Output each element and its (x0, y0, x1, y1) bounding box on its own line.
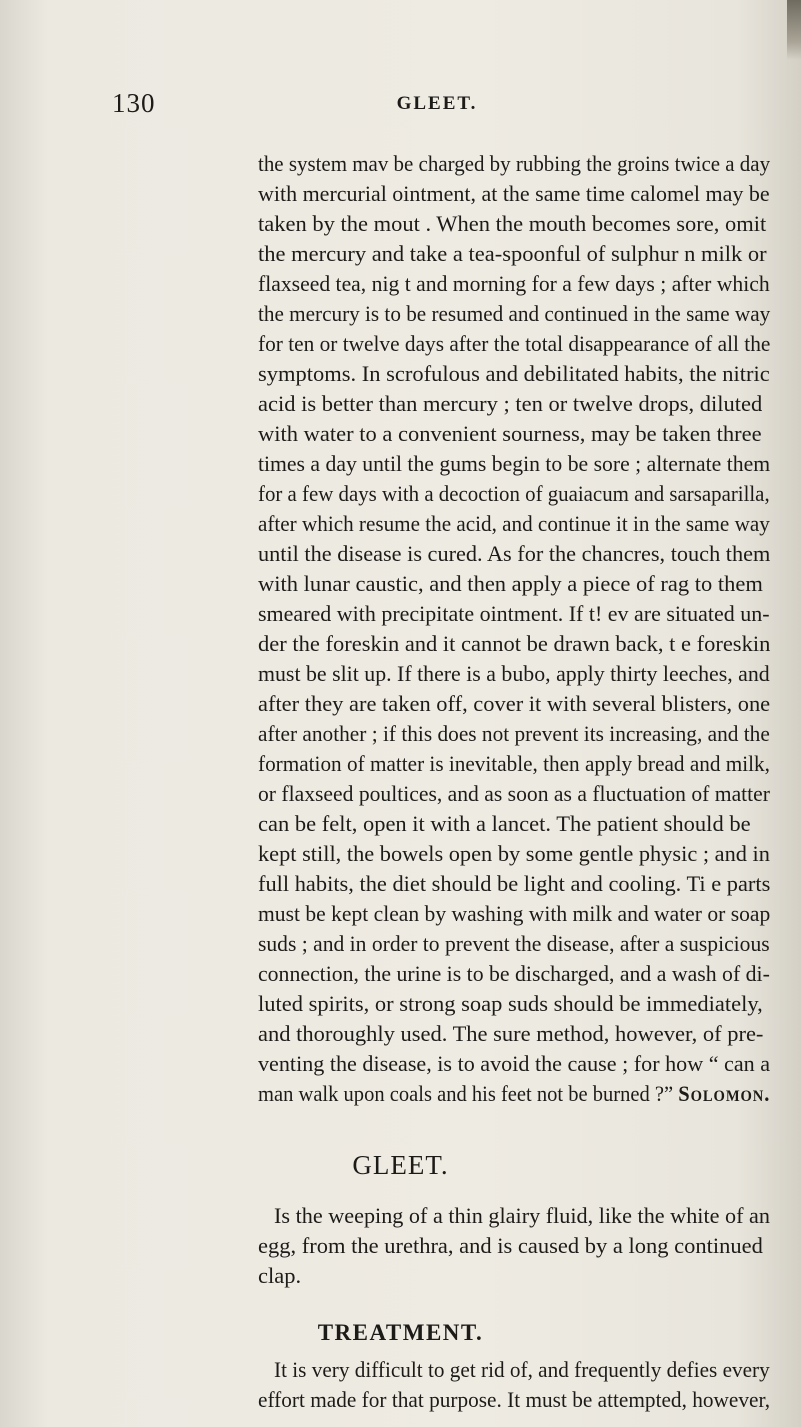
section-heading: GLEET. (352, 1150, 449, 1180)
text-line: suds ; and in order to prevent the disease, after a suspicious (258, 931, 770, 956)
quotation-line: man walk upon coals and his feet not be burned ?” (258, 1081, 674, 1106)
text-line: after which resume the acid, and continue it in the same way (258, 511, 770, 536)
text-line: symptoms. In scrofulous and debilitated habits, the nitric (258, 361, 770, 386)
subheading: TREATMENT. (317, 1320, 484, 1345)
page-number: 130 (112, 88, 156, 118)
text-line: the system mav be charged by rubbing the groins twice a day (258, 151, 771, 176)
text-line: kept still, the bowels open by some gentle physic ; and in (258, 841, 770, 866)
text-line: after they are taken off, cover it with several blisters, one (258, 691, 771, 716)
text-line: with mercurial ointment, at the same time calomel may be (258, 181, 770, 206)
text-line: must be slit up. If there is a bubo, apply thirty leeches, and (258, 661, 770, 686)
text-line: smeared with precipitate ointment. If t! ev are situated un- (258, 601, 770, 626)
text-line: full habits, the diet should be light and cooling. Ti e parts (258, 871, 771, 896)
text-line: the mercury and take a tea-spoonful of sulphur n milk or (258, 241, 767, 266)
text-line: connection, the urine is to be discharged, and a wash of di- (258, 961, 770, 986)
text-line: flaxseed tea, nig t and morning for a few days ; after which (258, 271, 770, 296)
text-line: venting the disease, is to avoid the cause ; for how “ can a (258, 1051, 771, 1076)
text-line: acid is better than mercury ; ten or twelve drops, diluted (258, 391, 763, 416)
text-line: egg, from the urethra, and is caused by a long continued (258, 1233, 763, 1258)
text-line: or flaxseed poultices, and as soon as a fluctuation of matter (258, 781, 770, 806)
text-line: clap. (258, 1263, 302, 1288)
running-head: GLEET. (396, 93, 478, 114)
text-line: can be felt, open it with a lancet. The patient should be (258, 811, 751, 836)
text-line: formation of matter is inevitable, then apply bread and milk, (258, 751, 770, 776)
text-line: and thoroughly used. The sure method, however, of pre- (258, 1021, 764, 1046)
text-line: after another ; if this does not prevent its increasing, and the (258, 721, 770, 746)
text-line: taken by the mout . When the mouth becomes sore, omit (258, 211, 767, 236)
text-line: with lunar caustic, and then apply a piece of rag to them (258, 571, 763, 596)
text-line: for ten or twelve days after the total disappearance of all the (258, 331, 771, 356)
page-header (112, 88, 732, 128)
text-line: the mercury is to be resumed and continued in the same way (258, 301, 771, 326)
text-line (258, 1080, 770, 1108)
text-line: luted spirits, or strong soap suds should be immediately, (258, 991, 763, 1016)
text-line: must be kept clean by washing with milk and water or soap (258, 901, 771, 926)
text-line: Is the weeping of a thin glairy fluid, like the white of an (274, 1203, 771, 1228)
text-line: until the disease is cured. As for the chancres, touch them (258, 541, 771, 566)
attribution: Solomon. (678, 1081, 771, 1106)
text-line: for a few days with a decoction of guaiacum and sarsaparilla, (258, 481, 770, 506)
text-line: times a day until the gums begin to be sore ; alternate them (258, 451, 771, 476)
text-line: with water to a convenient sourness, may be taken three (258, 421, 762, 446)
text-line: effort made for that purpose. It must be attempted, however, (258, 1387, 771, 1412)
text-line: It is very difficult to get rid of, and frequently defies every (274, 1357, 770, 1382)
text-line: der the foreskin and it cannot be drawn back, t e foreskin (258, 631, 771, 656)
page-edge-mark (787, 0, 801, 60)
